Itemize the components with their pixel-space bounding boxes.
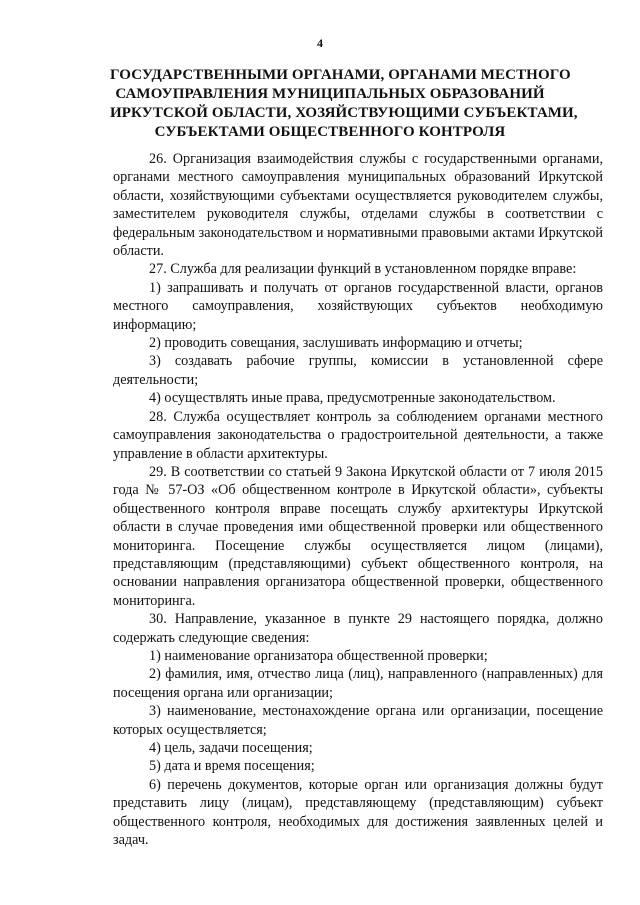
document-body [113,150,603,849]
list-item: 4) цель, задачи посещения; [149,740,313,756]
paragraph-28: 28. Служба осуществляет контроль за соблюдением органами местного самоуправления законодательства о градостроительной деятельности, а также управление в области архитектуры. [113,408,603,462]
list-item: 5) дата и время посещения; [149,758,315,775]
heading-line: ГОСУДАРСТВЕННЫМИ ОРГАНАМИ, ОРГАНАМИ МЕСТНОГО [110,67,571,83]
list-item: 3) создавать рабочие группы, комиссии в установленной сфере деятельности; [113,353,603,388]
list-item: 1) наименование организатора общественной проверки; [149,647,488,664]
list-item: 4) осуществлять иные права, предусмотренные законодательством. [149,390,556,407]
heading-line: САМОУПРАВЛЕНИЯ МУНИЦИПАЛЬНЫХ ОБРАЗОВАНИЙ [115,86,545,102]
paragraph-27: 27. Служба для реализации функций в установленном порядке вправе: [149,261,577,278]
paragraph-30: 30. Направление, указанное в пункте 29 настоящего порядка, должно содержать следующие сведения: [113,611,603,646]
list-item: 1) запрашивать и получать от органов государственной власти, органов местного самоуправления, хозяйствующих субъектов необходимую информацию; [113,279,603,333]
list-item: 2) фамилия, имя, отчество лица (лиц), направленного (направленных) для посещения органа или организации; [113,666,603,701]
section-heading [110,66,578,142]
paragraph-26: 26. Организация взаимодействия службы с государственными органами, органами местного самоуправления муниципальных образований Иркутской области, хозяйствующими субъектами осуществляется руководителем службы, заместителем руководителя службы, отделами службы в соответствии с федеральным законодательством и нормативными правовыми актами Иркутской области. [113,151,603,260]
heading-line: СУБЪЕКТАМИ ОБЩЕСТВЕННОГО КОНТРОЛЯ [154,124,506,140]
list-item: 6) перечень документов, которые орган или организация должны будут представить лицу (лицам), представляющему (представляющим) субъект общественного контроля, необходимых для достижения заявленных целей и задач. [113,776,603,849]
list-item: 2) проводить совещания, заслушивать информацию и отчеты; [149,335,523,352]
page-number: 4 [317,36,323,50]
list-item: 3) наименование, местонахождение органа или организации, посещение которых осуществляется; [113,703,603,738]
paragraph-29: 29. В соответствии со статьей 9 Закона Иркутской области от 7 июля 2015 года № 57-ОЗ «Об общественном контроле в Иркутской области», субъекты общественного контроля вправе посещать службу архитектуры Иркутской области в случае проведения ими общественной проверки или общественного мониторинга. Посещение службы осуществляется лицом (лицами), представляющим (представляющими) субъект общественного контроля, на основании направления организатора общественной проверки, общественного мониторинга. [113,463,603,609]
heading-line: ИРКУТСКОЙ ОБЛАСТИ, ХОЗЯЙСТВУЮЩИМИ СУБЪЕКТАМИ, [110,105,578,121]
